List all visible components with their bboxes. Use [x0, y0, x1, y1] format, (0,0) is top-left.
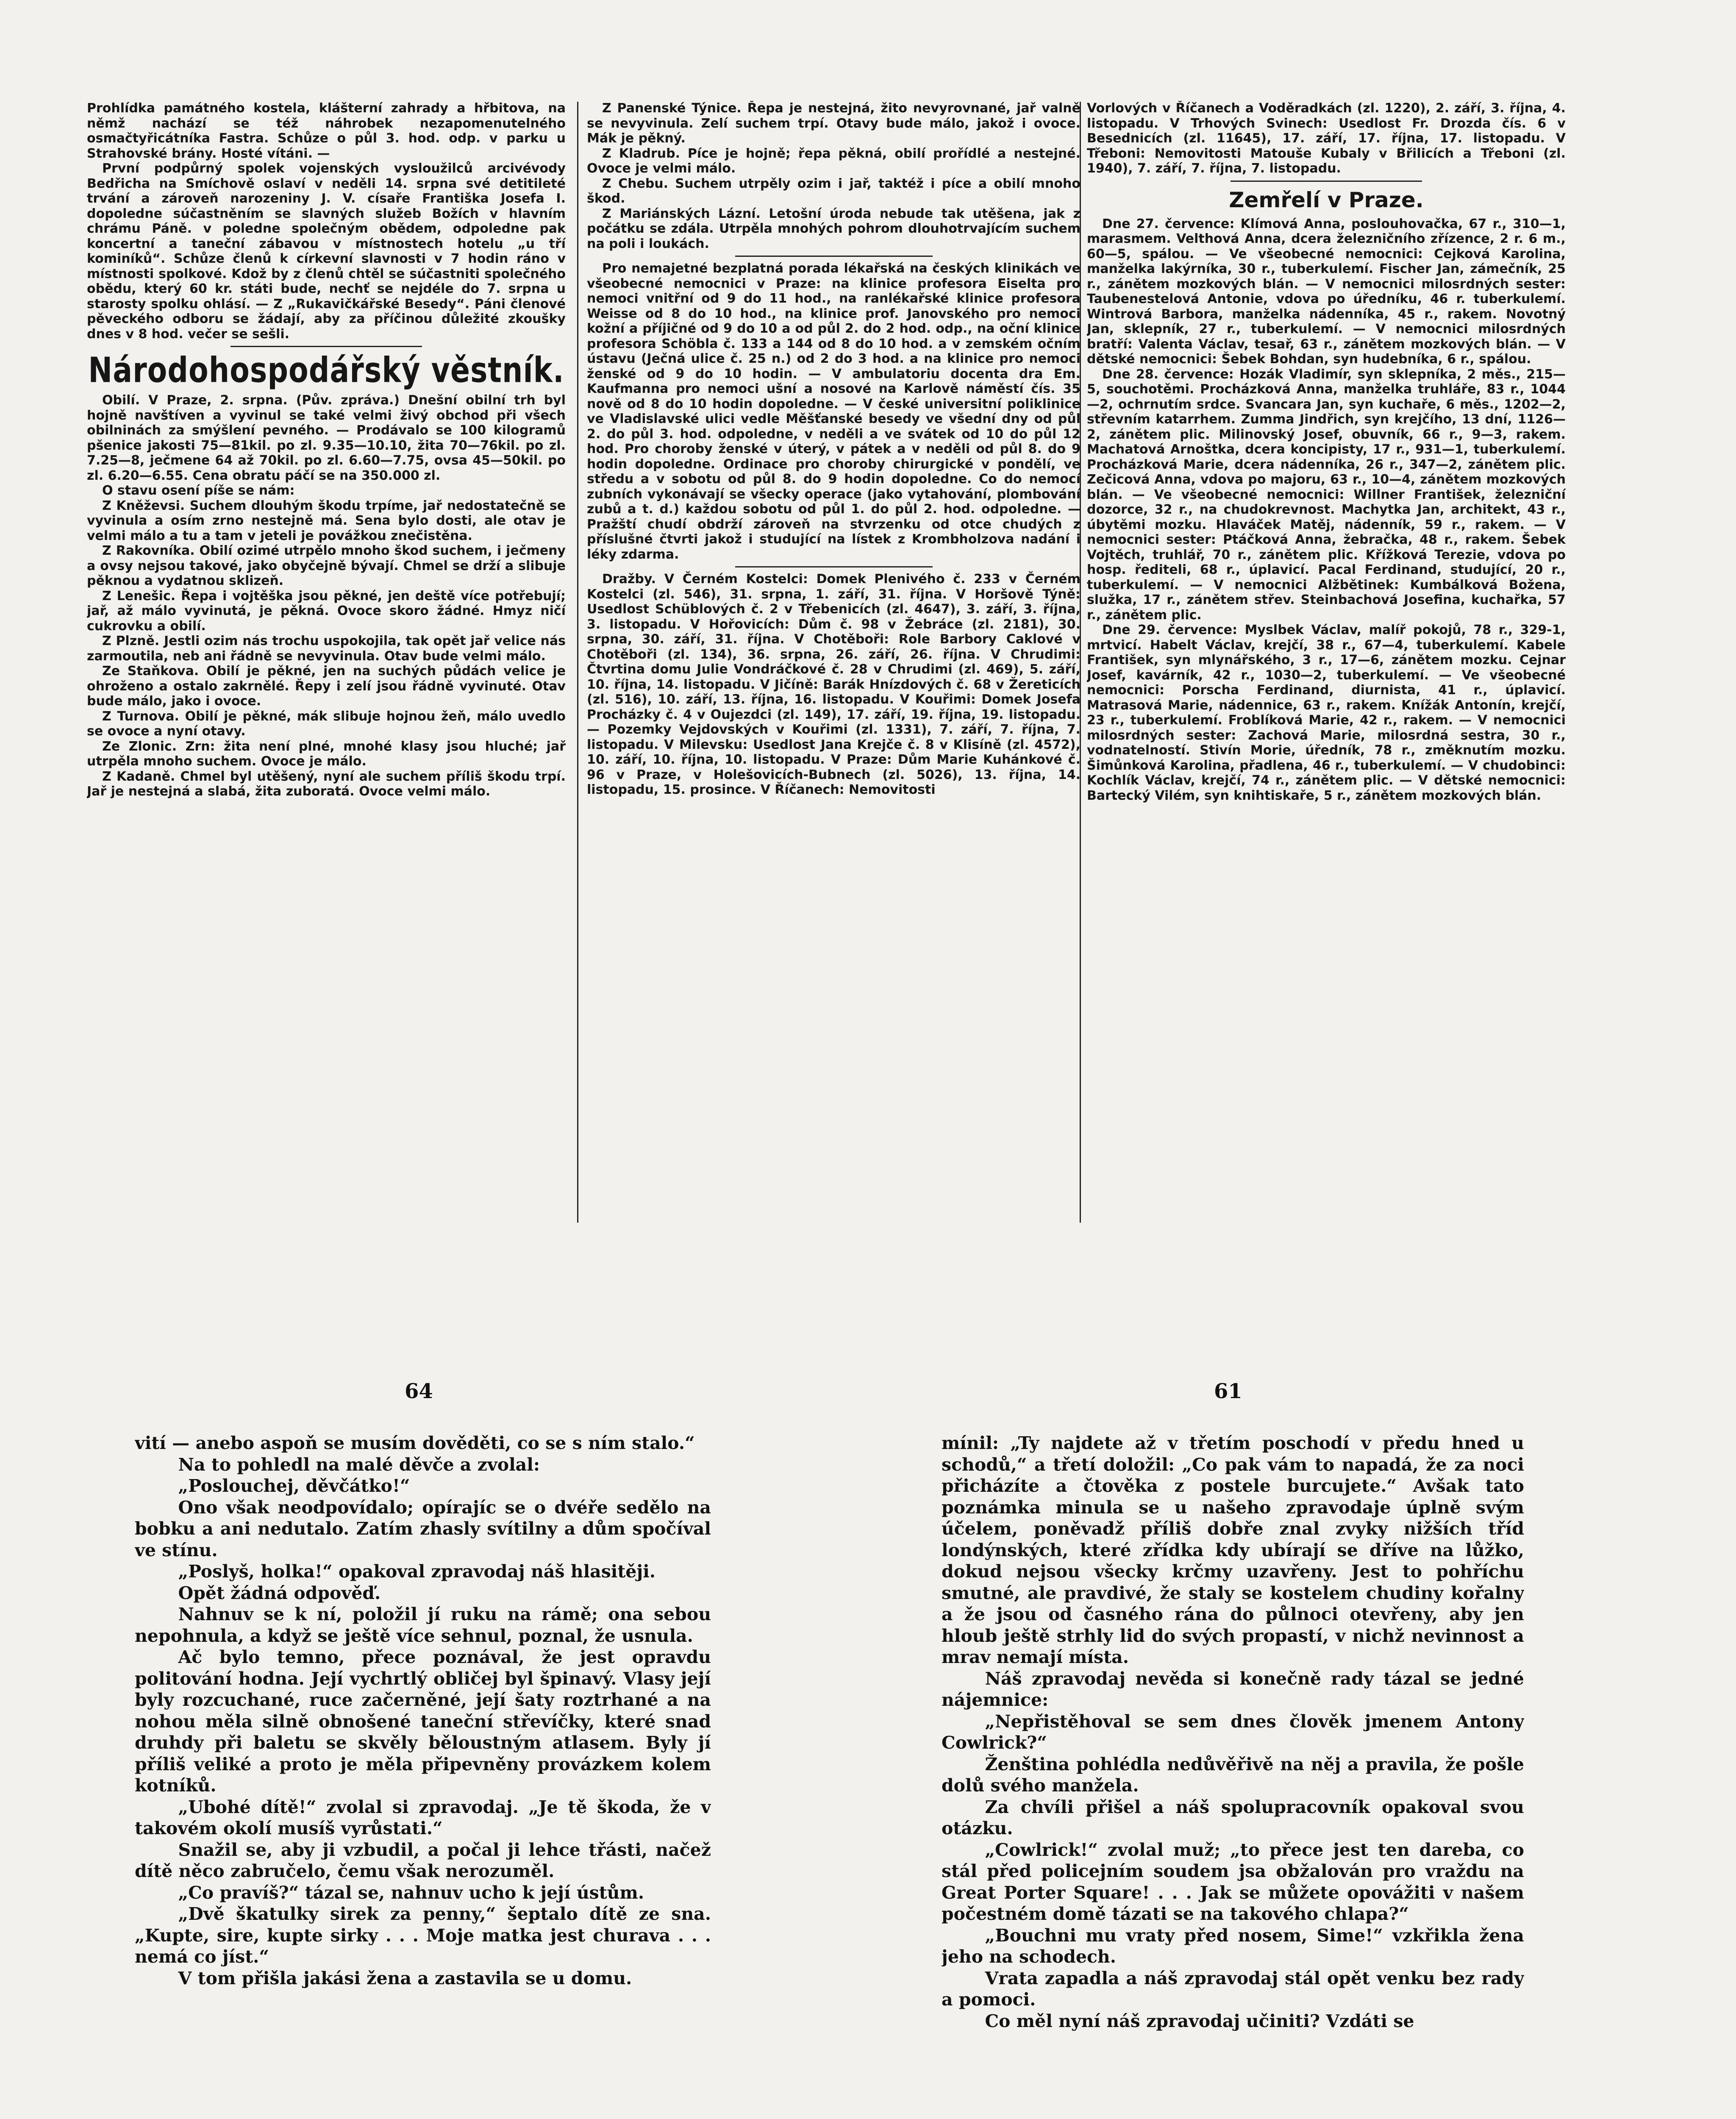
paragraph: Za chvíli přišel a náš spolupracovník opakoval svou otázku.: [942, 1796, 1524, 1838]
paragraph: V tom přišla jakási žena a zastavila se u domu.: [178, 1968, 632, 1988]
paragraph: Dražby. V Černém Kostelci: Domek Plenivého č. 233 v Černém Kostelci (zl. 546), 31. srpna, 1. září, 31. října. V Horšově Týně: Usedlost Schüblových č. 2 v Třebenicích (zl. 4647), 3. září, 3. října, 3. listopadu. V Hořovicích: Dům č. 98 v Žebráce (zl. 2181), 30. srpna, 30. září, 31. října. V Chotěboři: Role Barbory Caklové v Chotěboři (zl. 134), 36. srpna, 26. září, 26. října. V Chrudimi: Čtvrtina domu Julie Vondráčkové č. 28 v Chrudimi (zl. 469), 5. září, 10. října, 14. listopadu. V Jičíně: Barák Hnízdových č. 68 v Žereticích (zl. 516), 10. září, 13. října, 16. listopadu. V Kouřimi: Domek Josefa Procházky č. 4 v Oujezdci (zl. 149), 17. září, 19. října, 19. listopadu. — Pozemky Vejdovských v Kouřimi (zl. 1331), 7. září, 7. října, 7. listopadu. V Milevsku: Usedlost Jana Krejče č. 8 v Klisíně (zl. 4572), 10. září, 10. října, 10. listopadu. V Praze: Dům Marie Kuhánkové č. 96 v Praze, v Holešovicích-Bubnech (zl. 5026), 13. října, 14. listopadu, 15. prosince. V Říčanech: Nemovitosti: [587, 572, 1080, 797]
paragraph: Z Turnova. Obilí je pěkné, mák slibuje hojnou žeň, málo uvedlo se ovoce a nyní otavy.: [87, 709, 566, 739]
paragraph: „Co pravíš?“ tázal se, nahnuv ucho k její ústům.: [178, 1882, 644, 1903]
page-number-left: 64: [405, 1379, 433, 1403]
column-rule: [577, 102, 578, 1223]
paragraph: Dne 27. července: Klímová Anna, poslouhovačka, 67 r., 310—1, marasmem. Velthová Anna, dcera železničního zřízence, 2 r. 6 m., 60—5, spálou. — Ve všeobecné nemocnici: Cejková Karolina, manželka lakýrníka, 30 r., tuberkulemí. Fischer Jan, zámečník, 25 r., zánětem mozkových blán. — V nemocnici milosrdných sester: Taubenestelová Antonie, vdova po úředníku, 46 r. tuberkulemí. Wintrová Barbora, manželka nádenníka, 45 r., rakem. Novotný Jan, sklepník, 27 r., tuberkulemí. — V nemocnici milosrdných bratří: Valenta Václav, tesař, 63 r., zánětem mozkových blán. — V dětské nemocnici: Šebek Bohdan, syn hudebníka, 6 r., spálou.: [1087, 216, 1566, 367]
divider: [735, 566, 933, 567]
paragraph: Opět žádná odpověď.: [178, 1582, 381, 1603]
paragraph: Dne 28. července: Hozák Vladimír, syn sklepníka, 2 měs., 215—5, souchotěmi. Procházková Anna, manželka truhláře, 83 r., 1044—2, ochrnutím srdce. Svancara Jan, syn kuchaře, 6 měs., 1202—2, střevním katarrhem. Zumma Jindřich, syn krejčího, 13 dní, 1126—2, zánětem plic. Milinovský Josef, obuvník, 66 r., 9—3, rakem. Machatová Arnoštka, dcera koncipisty, 17 r., 931—1, tuberkulemí. Procházková Marie, dcera nádenníka, 26 r., 347—2, zánětem plic. Zečicová Anna, vdova po majoru, 63 r., 10—4, zánětem mozkových blán. — Ve všeobecné nemocnici: Willner František, železniční dozorce, 32 r., na chudokrevnost. Machytka Jan, architekt, 43 r., úbytěmi mozku. Hlaváček Matěj, nádenník, 59 r., rakem. — V nemocnici sester: Ptáčková Anna, žebračka, 48 r., rakem. Šebek Vojtěch, truhlář, 70 r., zánětem plic. Křížková Terezie, vdova po hosp. řediteli, 68 r., úplavicí. Pacal Ferdinand, studující, 20 r., tuberkulemí. — V nemocnici Alžbětinek: Kumbálková Božena, služka, 17 r., zánětem střev. Steinbachová Josefina, kuchařka, 57 r., zánětem plic.: [1087, 367, 1566, 623]
paragraph: Obilí. V Praze, 2. srpna. (Pův. zpráva.) Dnešní obilní trh byl hojně navštíven a vyvinul se také velmi živý obchod při všech obilninách za smýšlení pevného. — Prodávalo se 100 kilogramů pšenice jakosti 75—81kil. po zl. 9.35—10.10, žita 70—76kil. po zl. 7.25—8, ječmene 64 až 70kil. po zl. 6.60—7.75, ovsa 45—50kil. po zl. 6.20—6.55. Cena obratu páčí se na 350.000 zl.: [87, 393, 566, 483]
paragraph: Na to pohledl na malé děvče a zvolal:: [178, 1454, 540, 1475]
paragraph: Dne 29. července: Myslbek Václav, malíř pokojů, 78 r., 329-1, mrtvicí. Habelt Václav, krejčí, 38 r., 67—4, tuberkulemí. Kabele František, syn mlynářského, 3 r., 17—6, zánětem mozku. Cejnar Josef, kavárník, 42 r., 1030—2, tuberkulemí. — Ve všeobecné nemocnici: Porscha Ferdinand, diurnista, 41 r., úplavicí. Matrasová Marie, nádennice, 63 r., rakem. Knížák Antonín, krejčí, 23 r., tuberkulemí. Froblíková Marie, 42 r., rakem. — V nemocnici milosrdných sester: Zachová Marie, milosrdná sestra, 30 r., vodnatelností. Stivín Morie, úředník, 78 r., změknutím mozku. Šimůnková Karolina, přadlena, 46 r., tuberkulemí. — V chudobinci: Kochlík Václav, krejčí, 74 r., zánětem plic. — V dětské nemocnici: Bartecký Vilém, syn knihtiskaře, 5 r., zánětem mozkových blán.: [1087, 623, 1566, 803]
story-text-right: [942, 1432, 1524, 2119]
paragraph: Ač bylo temno, přece poznával, že jest opravdu politování hodna. Její vychrtlý obličej byl špinavý. Vlasy její byly rozcuchané, ruce začerněné, její šaty roztrhané a na nohou měla silně obnošené taneční střevíčky, které snad druhdy při baletu se skvěly běloustným atlasem. Byly jí příliš veliké a proto je měla připevněny provázkem kolem kotníků.: [135, 1647, 711, 1796]
paragraph: Ženština pohlédla nedůvěřivě na něj a pravila, že pošle dolů svého manžela.: [942, 1754, 1524, 1796]
paragraph: Ze Zlonic. Zrn: žita není plné, mnohé klasy jsou hluché; jař utrpěla mnoho suchem. Ovoce je málo.: [87, 739, 566, 769]
newspaper-column-2: [587, 101, 1080, 1220]
paragraph: „Bouchni mu vraty před nosem, Sime!“ vzkřikla žena jeho na schodech.: [942, 1925, 1524, 1967]
paragraph: mínil: „Ty najdete až v třetím poschodí v předu hned u schodů,“ a třetí doložil: „Co pak vám to napadá, že za noci přicházíte a čtověka z postele burcujete.“ Avšak tato poznámka minula se u našeho zpravodaje úplně svým účelem, poněvadž příliš dobře znal zvyky nižších tříd londýnských, které zřídka kdy ubírají se dříve na lůžko, dokud nejsou všecky krčmy uzavřeny. Jest to pohříchu smutné, ale pravdivé, že staly se kostelem chudiny kořalny a že jsou od časného rána do půlnoci otevřeny, aby jen hloub ještě strhly lid do svých propastí, v nichž nevinnost a mrav nemají místa.: [942, 1433, 1524, 1667]
paragraph: Z Kladrub. Píce je hojně; řepa pěkná, obilí prořídlé a nestejné. Ovoce je velmi málo.: [587, 146, 1080, 176]
paragraph: Vorlových v Říčanech a Voděradkách (zl. 1220), 2. září, 3. října, 4. listopadu. V Trhových Svinech: Usedlost Fr. Drozda čís. 6 v Besednicích (zl. 11645), 17. září, 17. října, 17. listopadu. V Třeboni: Nemovitosti Matouše Kubaly v Břilicích a Třeboni (zl. 1940), 7. září, 7. října, 7. listopadu.: [1087, 101, 1566, 176]
paragraph: Snažil se, aby ji vzbudil, a počal ji lehce třásti, načež dítě něco zabručelo, čemu však nerozuměl.: [135, 1839, 711, 1881]
paragraph: „Poslouchej, děvčátko!“: [178, 1476, 410, 1496]
paragraph: Ze Staňkova. Obilí je pěkné, jen na suchých půdách velice je ohroženo a ostalo zakrnělé. Řepy i zelí jsou řádně vyvinuté. Otav bude málo, jako i ovoce.: [87, 664, 566, 709]
paragraph: První podpůrný spolek vojenských vysloužilců arcivévody Bedřicha na Smíchově oslaví v neděli 14. srpna své detitileté trvání a zároveň narozeniny J. V. císaře Františka Josefa I. dopoledne súčastněním se slavných služeb Božích v hlavním chrámu Páně. v poledne společným obědem, odpoledne pak koncertní a taneční zábavou v místnostech hotelu „u tří kominíků“. Schůze členů k církevní slavnosti v 7 hodin ráno v místnosti spolkové. Kdož by z členů chtěl se súčastniti společného obědu, který 60 kr. státi bude, nechť se nejdéle do 7. srpna u starosty spolku ohlásí. — Z „Rukavičkářské Besedy“. Páni členové pěveckého odboru se žádají, aby za příčinou důležité zkoušky dnes v 8 hod. večer se sešli.: [87, 161, 566, 342]
paragraph: „Ubohé dítě!“ zvolal si zpravodaj. „Je tě škoda, že v takovém okolí musíš vyrůstati.“: [135, 1796, 711, 1838]
paragraph: Vrata zapadla a náš zpravodaj stál opět venku bez rady a pomoci.: [942, 1968, 1524, 2010]
paragraph: Z Kněževsi. Suchem dlouhým škodu trpíme, jař nedostatečně se vyvinula a osím zrno nestejně má. Sena bylo dosti, ale otav je velmi málo a tu a tam v jeteli je povážkou znečistěna.: [87, 498, 566, 543]
section-heading: Národohospodářský věstník.: [88, 350, 564, 391]
paragraph: Z Mariánských Lázní. Letošní úroda nebude tak utěšena, jak z počátku se zdála. Utrpěla mnohých pohrom dlouhotrvajícím suchem na poli i loukách.: [587, 206, 1080, 251]
paragraph: Pro nemajetné bezplatná porada lékařská na českých klinikách ve všeobecné nemocnici v Praze: na klinice profesora Eiselta pro nemoci vnitřní od 9 do 11 hod., na ranlékařské klinice profesora Weisse od 8 do 10 hod., na klinice prof. Janovského pro nemoci kožní a příjičné od 9 do 10 a od půl 2. do 2 hod. odp., na oční klinice profesora Schöbla č. 133 a 144 od 8 do 10 hod. a v zemském očním ústavu (Ječná ulice č. 25 n.) od 2 do 3 hod. a na klinice pro nemoci ženské od 9 do 10 hodin. — V ambulatoriu docenta dra Em. Kaufmanna pro nemoci ušní a nosové na Karlově náměstí čís. 35 nově od 8 do 10 hodin dopoledne. — V české universitní poliklinice ve Vladislavské ulici vedle Měšťanské besedy ve všední dny od půl 2. do půl 3. hod. odpoledne, v neděli a ve svátek od 10 do půl 12 hod. Pro choroby ženské v úterý, v pátek a v neděli od půl 8. do 9 hodin dopoledne. Ordinace pro choroby chirurgické v pondělí, ve středu a v sobotu od půl 8. do 9 hodin dopoledne. Co do nemocí zubních vykonávají se všecky operace (jako vytahování, plombování zubů a t. d.) každou sobotu od půl 1. do půl 2. hod. odpoledne. — Pražští chudí obdrží zároveň na stvrzenku od otce chudých z příslušné čtvrti jakož i studující na lístek z Krombholzova nadání i léky zdarma.: [587, 261, 1080, 562]
paragraph: Z Lenešic. Řepa i vojtěška jsou pěkné, jen deště více potřebují; jař, až málo vyvinutá, je pěkná. Ovoce skoro žádné. Hmyz ničí cukrovku a obilí.: [87, 588, 566, 634]
paragraph: Nahnuv se k ní, položil jí ruku na rámě; ona sebou nepohnula, a když se ještě více sehnul, poznal, že usnula.: [135, 1604, 711, 1646]
paragraph: Prohlídka památného kostela, klášterní zahrady a hřbitova, na němž nachází se též náhrobek nezapomenutelného osmačtyřicátníka Fastra. Schůze o půl 3. hod. odp. v parku u Strahovské brány. Hosté vítáni. —: [87, 101, 566, 161]
newspaper-column-3: [1087, 101, 1566, 1220]
paragraph: O stavu osení píše se nám:: [102, 483, 295, 498]
newspaper-column-1: [87, 101, 566, 1220]
paragraph: „Poslyš, holka!“ opakoval zpravodaj náš hlasitěji.: [178, 1561, 656, 1582]
paragraph: Z Plzně. Jestli ozim nás trochu uspokojila, tak opět jař velice nás zarmoutila, neb ani řádně se nevyvinula. Otav bude velmi málo.: [87, 634, 566, 664]
paragraph: Z Panenské Týnice. Řepa je nestejná, žito nevyrovnané, jař valně se nevyvinula. Zelí suchem trpí. Otavy bude málo, jakož i ovoce. Mák je pěkný.: [587, 101, 1080, 146]
paragraph: Z Chebu. Suchem utrpěly ozim i jař, taktéž i píce a obilí mnoho škod.: [587, 176, 1080, 206]
divider: [1230, 181, 1422, 182]
deaths-heading: Zemřelí v Praze.: [1229, 187, 1424, 212]
paragraph: Ono však neodpovídalo; opírajíc se o dvéře sedělo na bobku a ani nedutalo. Zatím zhasly svítilny a dům spočíval ve stínu.: [135, 1497, 711, 1560]
paragraph: „Dvě škatulky sirek za penny,“ šeptalo dítě ze sna. „Kupte, sire, kupte sirky . . . Moje matka jest churava . . . nemá co jíst.“: [135, 1904, 711, 1967]
paragraph: Z Kadaně. Chmel byl utěšený, nyní ale suchem příliš škodu trpí. Jař je nestejná a slabá, žita zuboratá. Ovoce velmi málo.: [87, 769, 566, 799]
paragraph: Co měl nyní náš zpravodaj učiniti? Vzdáti se: [985, 2011, 1414, 2031]
paragraph: „Cowlrick!“ zvolal muž; „to přece jest ten darebа, co stál před policejním soudem jsa obžalován pro vraždu na Great Porter Square! . . . Jak se můžete opovážiti v našem počestném domě tázati se na takového chlapa?“: [942, 1839, 1524, 1924]
paragraph: vití — anebo aspoň se musím dověděti, co se s ním stalo.“: [135, 1433, 695, 1453]
divider: [735, 256, 933, 257]
story-text-left: [135, 1432, 711, 2119]
page-number-right: 61: [1214, 1379, 1242, 1403]
divider: [231, 346, 422, 347]
paragraph: Náš zpravodaj nevěda si konečně rady tázal se jedné nájemnice:: [942, 1668, 1524, 1710]
paragraph: Z Rakovníka. Obilí ozimé utrpělo mnoho škod suchem, i ječmeny a ovsy nejsou takové, jako obyčejně bývají. Chmel se drží a slibuje pěknou a vydatnou sklizeň.: [87, 543, 566, 588]
paragraph: „Nepřistěhoval se sem dnes člověk jmenem Antony Cowlrick?“: [942, 1711, 1524, 1753]
